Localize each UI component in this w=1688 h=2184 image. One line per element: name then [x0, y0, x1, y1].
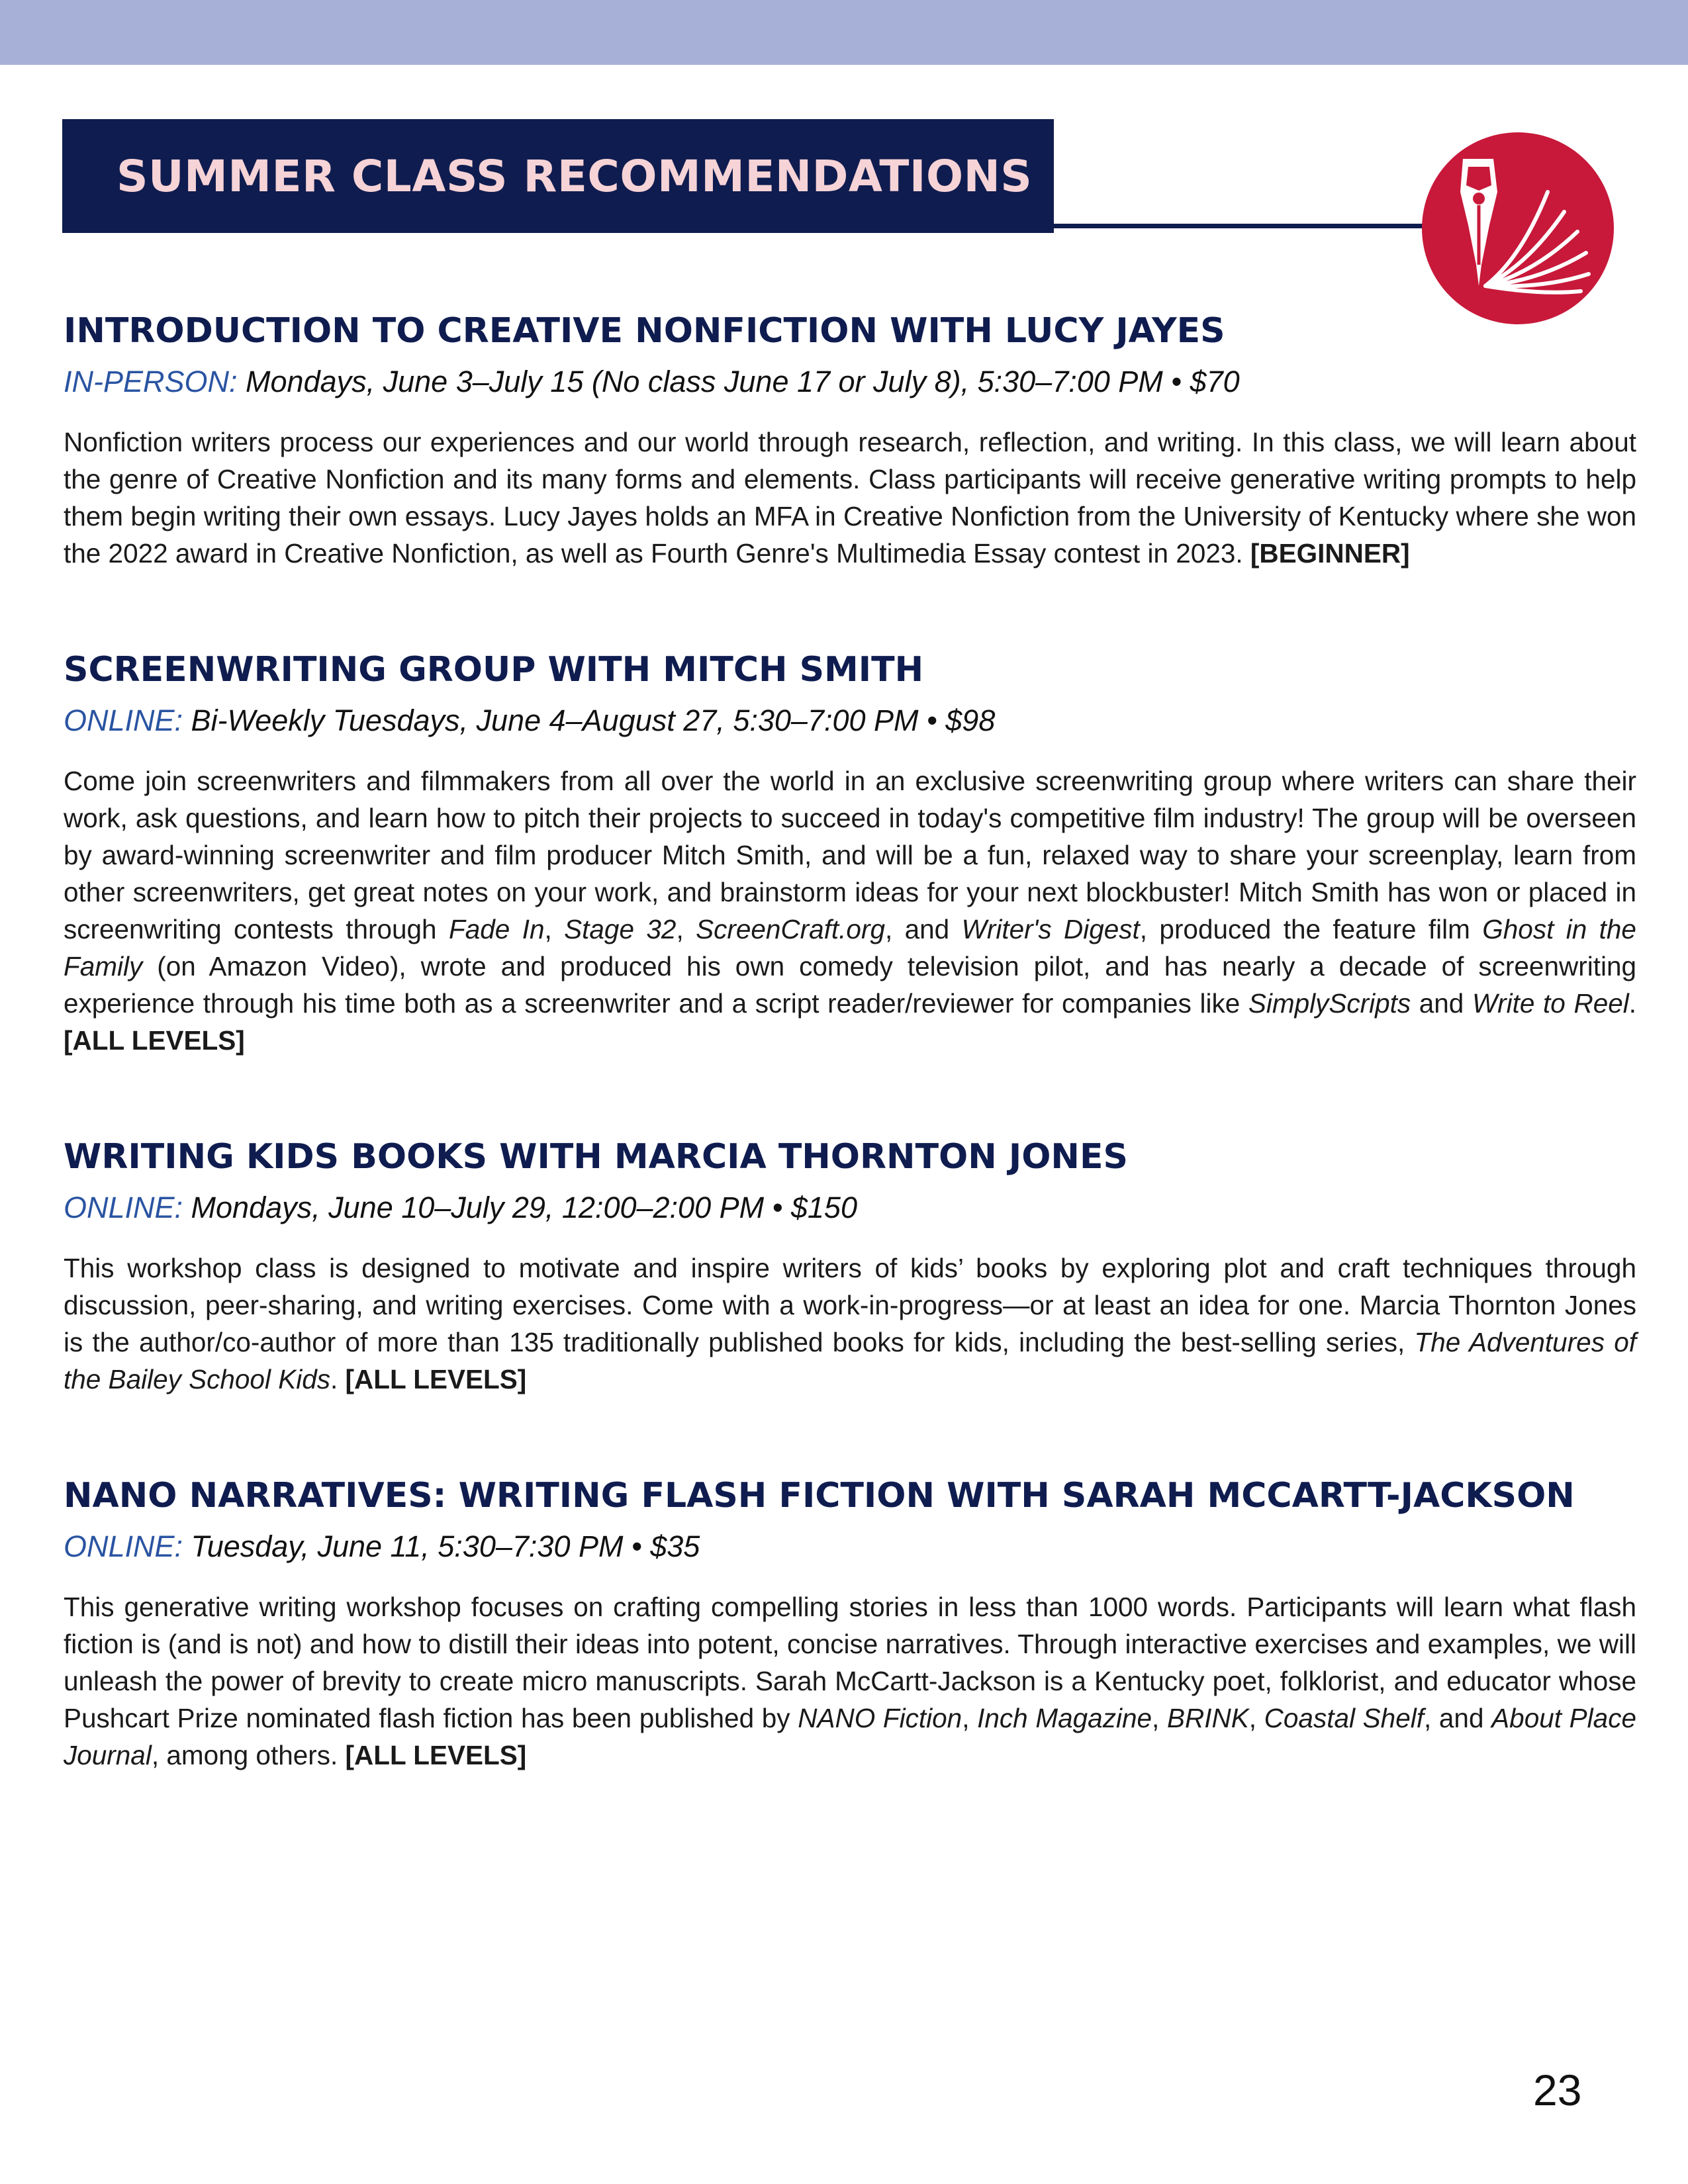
course-title: NANO NARRATIVES: WRITING FLASH FICTION WITH SARAH MCCARTT-JACKSON — [64, 1476, 1575, 1516]
course-mode: ONLINE: — [64, 1529, 183, 1563]
description-text: , — [544, 914, 565, 944]
course-title: INTRODUCTION TO CREATIVE NONFICTION WITH LUCY JAYES — [64, 311, 1225, 351]
course-description — [64, 1250, 1636, 1398]
italic-title: Write to Reel — [1472, 988, 1629, 1019]
italic-title: The Adventures of the Bailey School Kids — [64, 1327, 1636, 1394]
course-schedule — [64, 1185, 1636, 1231]
course-schedule — [64, 359, 1636, 405]
course-mode: ONLINE: — [64, 1191, 183, 1224]
course-mode: ONLINE: — [64, 704, 183, 737]
course-mode: IN-PERSON: — [64, 365, 238, 398]
italic-title: SimplyScripts — [1248, 988, 1411, 1019]
course-schedule-text: Tuesday, June 11, 5:30–7:30 PM • $35 — [183, 1529, 700, 1563]
course-level: [BEGINNER] — [1250, 538, 1410, 569]
course-description — [64, 424, 1636, 572]
course-description — [64, 1588, 1636, 1774]
description-text: , — [962, 1703, 978, 1733]
course-entry — [64, 1132, 1636, 1398]
course-entry — [64, 306, 1636, 572]
description-text: , produced the feature film — [1139, 914, 1483, 944]
description-text: , — [676, 914, 696, 944]
italic-title: BRINK — [1166, 1703, 1249, 1733]
description-text: , and — [884, 914, 962, 944]
section-title: SUMMER CLASS RECOMMENDATIONS — [117, 150, 1033, 202]
course-schedule-text: Mondays, June 3–July 15 (No class June 17 or July 8), 5:30–7:00 PM • $70 — [237, 365, 1240, 398]
description-text: , — [1248, 1703, 1264, 1733]
section-title-banner — [62, 119, 1054, 233]
description-text: Nonfiction writers process our experiences and our world through research, reflection, and writing. In this class, we will learn about the genre of Creative Nonfiction and its many forms and elements. Class participants will receive generative writing prompts to help them begin writing their own essays. Lucy Jayes holds an MFA in Creative Nonfiction from the University of Kentucky where she won the 2022 award in Creative Nonfiction, as well as Fourth Genre's Multimedia Essay contest in 2023. — [64, 427, 1636, 569]
description-text: (on Amazon Video), wrote and produced his own comedy television pilot, and has nearly a decade of screenwriting experience through his time both as a screenwriter and a script reader/reviewer for companies like — [64, 951, 1636, 1019]
page-number: 23 — [1533, 2066, 1582, 2115]
italic-title: Stage 32 — [564, 914, 677, 944]
course-entry — [64, 645, 1636, 1059]
course-description — [64, 762, 1636, 1059]
course-schedule-text: Mondays, June 10–July 29, 12:00–2:00 PM • $150 — [183, 1191, 857, 1224]
title-divider-line — [1053, 224, 1436, 228]
description-text: , and — [1423, 1703, 1492, 1733]
course-title: SCREENWRITING GROUP WITH MITCH SMITH — [64, 650, 924, 690]
course-level: [ALL LEVELS] — [345, 1364, 527, 1394]
italic-title: Ghost in the Family — [64, 914, 1636, 981]
italic-title: Inch Magazine — [977, 1703, 1152, 1733]
description-text: This workshop class is designed to motivate and inspire writers of kids’ books by exploring plot and craft techniques through discussion, peer-sharing, and writing exercises. Come with a work-in-progress—or at least an idea for one. Marcia Thornton Jones is the author/co-author of more than 135 traditionally published books for kids, including the best-selling series, — [64, 1253, 1636, 1357]
description-text: , among others. — [151, 1740, 346, 1770]
description-text: This generative writing workshop focuses on crafting compelling stories in less than 1000 words. Participants will learn what flash fiction is (and is not) and how to distill their ideas into potent, concise narratives. Through interactive exercises and examples, we will unleash the power of brevity to create micro manuscripts. Sarah McCartt-Jackson is a Kentucky poet, folklorist, and educator whose Pushcart Prize nominated flash fiction has been published by — [64, 1592, 1636, 1733]
italic-title: Fade In — [448, 914, 545, 944]
course-title: WRITING KIDS BOOKS WITH MARCIA THORNTON JONES — [64, 1137, 1128, 1177]
course-entry — [64, 1471, 1636, 1774]
description-text: . — [330, 1364, 346, 1394]
italic-title: NANO Fiction — [798, 1703, 962, 1733]
description-text: . — [1628, 988, 1637, 1019]
pen-nib-book-icon — [1422, 132, 1614, 324]
course-level: [ALL LEVELS] — [345, 1740, 527, 1770]
course-level: [ALL LEVELS] — [64, 1025, 245, 1056]
course-schedule — [64, 698, 1636, 744]
description-text: , — [1152, 1703, 1167, 1733]
top-color-band — [0, 0, 1688, 65]
course-schedule — [64, 1524, 1636, 1570]
italic-title: Writer's Digest — [961, 914, 1140, 944]
italic-title: About Place Journal — [64, 1703, 1636, 1770]
course-schedule-text: Bi-Weekly Tuesdays, June 4–August 27, 5:30–7:00 PM • $98 — [183, 704, 996, 737]
description-text: and — [1411, 988, 1472, 1019]
course-list — [64, 306, 1636, 1774]
italic-title: Coastal Shelf — [1264, 1703, 1424, 1733]
description-text: Come join screenwriters and filmmakers from all over the world in an exclusive screenwriting group where writers can share their work, ask questions, and learn how to pitch their projects to succeed in today's competitive film industry! The group will be overseen by award-winning screenwriter and film producer Mitch Smith, and will be a fun, relaxed way to share your screenplay, learn from other screenwriters, get great notes on your work, and brainstorm ideas for your next blockbuster! Mitch Smith has won or placed in screenwriting contests through — [64, 766, 1636, 944]
italic-title: ScreenCraft.org — [696, 914, 885, 944]
